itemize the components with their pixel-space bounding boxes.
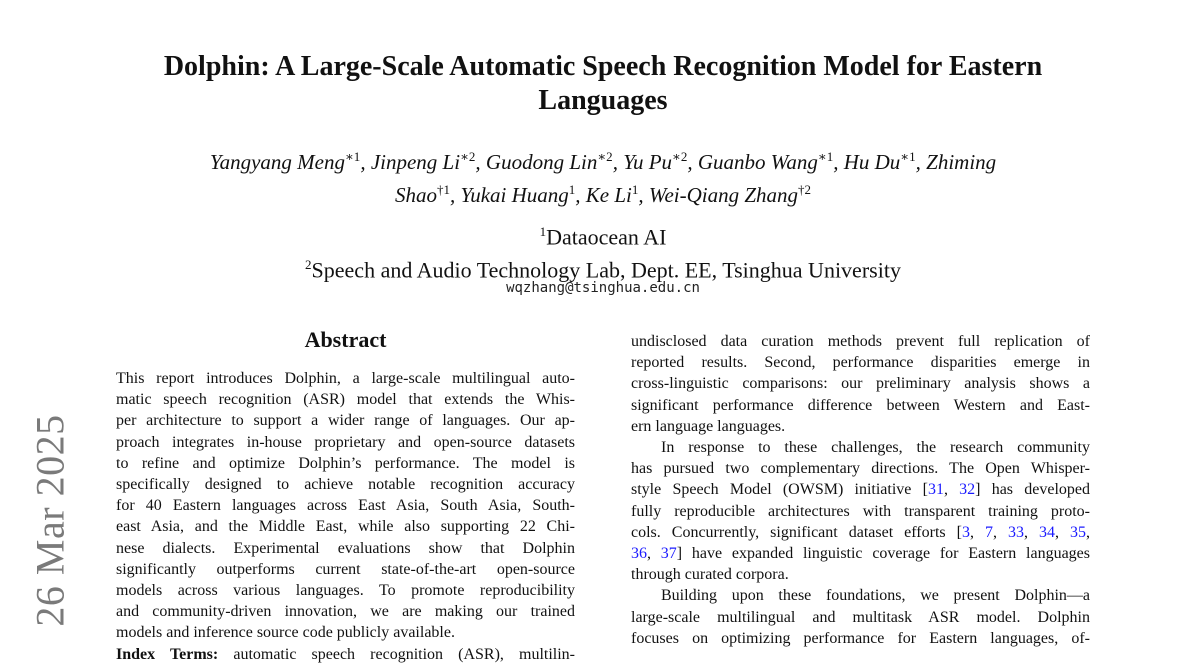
- author-mark: 1: [568, 182, 576, 197]
- author-name: Guanbo Wang: [697, 150, 818, 174]
- body-line: large-scale multilingual and multitask ASR model. Dolphin: [631, 608, 1090, 626]
- body-line: ern language languages.: [631, 417, 786, 435]
- index-terms-line: Index Terms: automatic speech recognition (ASR), multilin-: [116, 645, 576, 663]
- abstract-line: proach integrates in-house proprietary and open-source datasets: [116, 433, 575, 451]
- title-line-2: Languages: [538, 85, 668, 116]
- body-line: cols. Concurrently, significant dataset efforts [3, 7, 33, 34, 35,: [631, 523, 1091, 541]
- abstract-line: nese dialects. Experimental evaluations show that Dolphin: [116, 539, 575, 557]
- abstract-line: to refine and optimize Dolphin’s performance. The model is: [116, 454, 575, 472]
- abstract-line: This report introduces Dolphin, a large-scale multilingual auto-: [116, 370, 575, 387]
- abstract-line: models and inference source code publicly available.: [116, 624, 455, 642]
- contact-email[interactable]: wqzhang@tsinghua.edu.cn: [506, 280, 700, 296]
- citation-link[interactable]: 35: [1070, 523, 1087, 541]
- abstract-line: and community-driven innovation, we are making our trained: [116, 603, 575, 621]
- body-line: Building upon these foundations, we present Dolphin—a: [661, 587, 1090, 605]
- abstract-line: models across various languages. To promote reproducibility: [116, 582, 575, 600]
- paper-title: [100, 50, 1106, 118]
- body-line: cross-linguistic comparisons: our preliminary analysis shows a: [631, 375, 1090, 393]
- body-line: style Speech Model (OWSM) initiative [31, 32] has developed: [631, 481, 1090, 499]
- body-line: significant performance difference between Western and East-: [631, 396, 1090, 414]
- affiliation-2: $^2$Speech and Audio Technology Lab, Dept. EE, Tsinghua University: [305, 257, 901, 283]
- author-line-2: Shao$^{\dagger 1}$, Yukai Huang$^1$, Ke Li$^1$, Wei-Qiang Zhang$^{\dagger 2}$: [394, 182, 812, 207]
- citation-link[interactable]: 31: [927, 481, 944, 499]
- citation-link[interactable]: 34: [1039, 523, 1056, 541]
- author-mark: 1: [631, 182, 639, 197]
- author-name: Guodong Lin: [485, 150, 598, 174]
- affiliation-1: $^1$Dataocean AI: [539, 224, 667, 250]
- author-mark: ∗2: [597, 149, 613, 164]
- author-mark: ∗1: [344, 149, 361, 164]
- author-list: [100, 143, 1106, 209]
- author-name-first-part: Zhiming: [926, 150, 997, 174]
- body-line: In response to these challenges, the research community: [661, 439, 1090, 457]
- author-mark: ∗1: [900, 149, 916, 164]
- author-name: Yangyang Meng: [209, 150, 345, 174]
- citation-link[interactable]: 7: [984, 523, 993, 541]
- author-mark: †2: [798, 182, 812, 197]
- title-line-1: Dolphin: A Large-Scale Automatic Speech Recognition Model for Eastern: [163, 51, 1043, 82]
- arxiv-date-text: 26 Mar 2025: [27, 413, 73, 627]
- body-line: focuses on optimizing performance for Eastern languages, of-: [631, 629, 1090, 647]
- abstract-heading: Abstract: [304, 327, 387, 352]
- author-mark: ∗1: [817, 149, 834, 164]
- body-line: reported results. Second, performance disparities emerge in: [631, 354, 1090, 372]
- citation-link[interactable]: 32: [959, 481, 976, 499]
- abstract-line: significantly outperforms current state-of-the-art open-source: [116, 560, 575, 578]
- author-name: Jinpeng Li: [370, 150, 461, 174]
- author-mark: †1: [436, 182, 450, 197]
- abstract-body: [116, 368, 575, 665]
- citation-link[interactable]: 33: [1008, 523, 1024, 541]
- author-mark: ∗2: [672, 149, 688, 164]
- abstract-line: specifically designed to achieve notable recognition accuracy: [116, 476, 575, 494]
- author-name: Wei-Qiang Zhang: [648, 183, 799, 207]
- abstract-line: per architecture to support a wider range of languages. Our ap-: [116, 412, 575, 430]
- author-name: Yukai Huang: [460, 183, 569, 207]
- abstract-line: for 40 Eastern languages across East Asia, South Asia, South-: [116, 497, 575, 515]
- body-line: fully reproducible architectures with transparent training proto-: [631, 502, 1090, 520]
- citation-link[interactable]: 37: [660, 545, 677, 563]
- author-mark: ∗2: [460, 149, 476, 164]
- author-name: Yu Pu: [623, 150, 673, 174]
- arxiv-date-stamp: [20, 410, 80, 630]
- citation-link[interactable]: 3: [961, 523, 970, 541]
- author-name: Hu Du: [843, 150, 901, 174]
- abstract-line: matic speech recognition (ASR) model that extends the Whis-: [116, 391, 575, 409]
- body-line: has pursued two complementary directions. The Open Whisper-: [631, 460, 1090, 478]
- citation-link[interactable]: 36: [631, 545, 647, 563]
- intro-column: [631, 331, 1090, 649]
- abstract-line: east Asia, and the Middle East, while also supporting 22 Chi-: [116, 518, 575, 536]
- author-line-1: Yangyang Meng$^{∗1}$, Jinpeng $Li^{∗2}$, Guodong Lin$^{∗2}$, Yu $Pu^{∗2}$, Guanbo Wang$^{∗1}$, Hu $Du^{∗1}$, Zhiming: [209, 149, 997, 174]
- affiliations: [100, 218, 1106, 285]
- body-line: undisclosed data curation methods prevent full replication of: [631, 333, 1090, 350]
- author-name: Ke Li: [585, 183, 632, 207]
- body-line: 36, 37] have expanded linguistic coverage for Eastern languages: [631, 545, 1091, 563]
- author-name-second-part: Shao: [394, 183, 437, 207]
- body-line: through curated corpora.: [631, 566, 789, 584]
